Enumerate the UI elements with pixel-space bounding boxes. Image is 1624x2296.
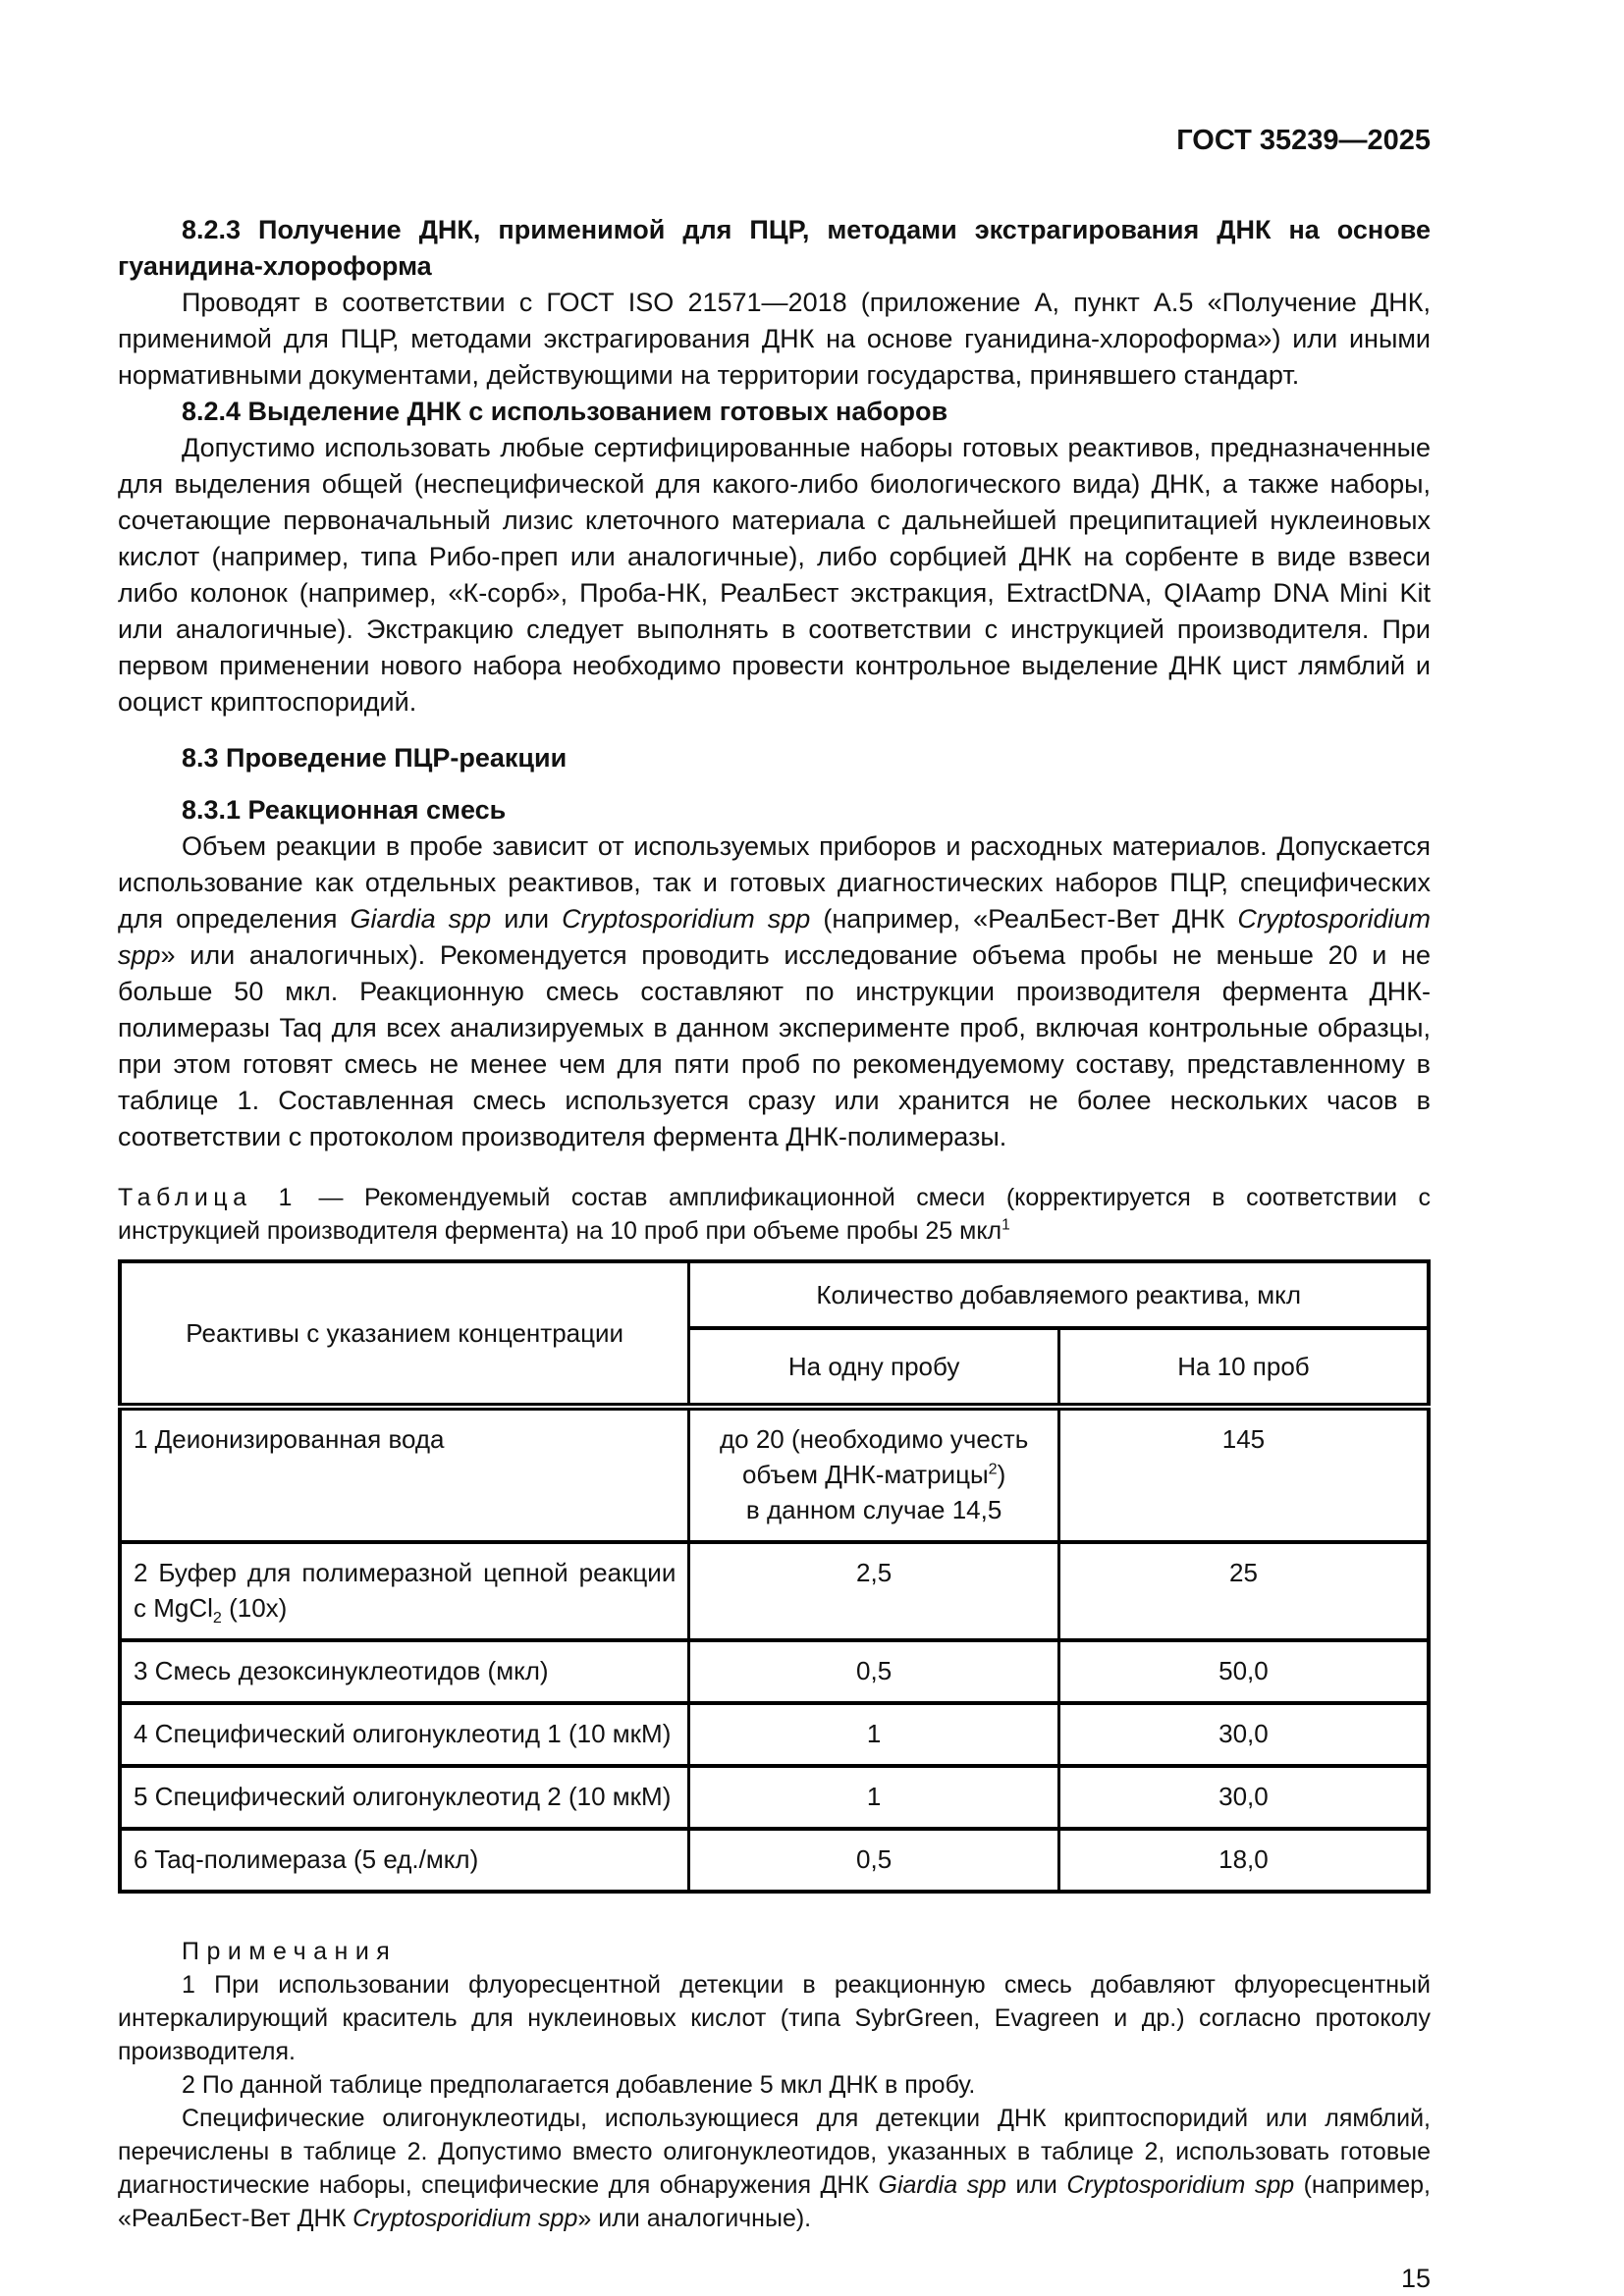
paragraph-8-2-3: Проводят в соответствии с ГОСТ ISO 21571—2018 (приложение А, пункт А.5 «Получение ДНК, применимой для ПЦР, методами экстрагирования ДНК на основе гуанидина-хлороформа») или иными нормативными документами, действующими на территории государства, принявшего стандарт.	[118, 288, 1431, 390]
table-row	[120, 1542, 1429, 1640]
cell-per-10: 50,0	[1058, 1640, 1429, 1703]
header-cell-per-sample: На одну пробу	[689, 1328, 1059, 1407]
cell-per-10: 25	[1058, 1542, 1429, 1640]
cell-reagent-name: 4 Специфический олигонуклеотид 1 (10 мкМ)	[120, 1703, 689, 1766]
cell-per-sample: 0,5	[689, 1640, 1059, 1703]
cell-per-sample: 1	[689, 1703, 1059, 1766]
cell-per-sample: 1	[689, 1766, 1059, 1829]
header-cell-reagents: Реактивы с указанием концентрации	[120, 1261, 689, 1407]
paragraph-oligonucleotides: Специфические олигонуклеотиды, использующиеся для детекции ДНК криптоспоридий или лямблий, перечислены в таблице 2. Допустимо вместо олигонуклеотидов, указанных в таблице 2, использовать готовые диагностические наборы, специфические для обнаружения ДНК Giardia spp или Cryptosporidium spp (например, «РеалБест-Вет ДНК Cryptosporidium spp» или аналогичные).	[118, 2105, 1431, 2232]
cell-reagent-name: 3 Смесь дезоксинуклеотидов (мкл)	[120, 1640, 689, 1703]
note-1: 1 При использовании флуоресцентной детекции в реакционную смесь добавляют флуоресцентный интеркалирующий краситель для нуклеиновых кислот (типа SybrGreen, Evagreen и др.) согласно протоколу производителя.	[118, 1971, 1431, 2065]
cell-per-10: 30,0	[1058, 1703, 1429, 1766]
header-cell-amount: Количество добавляемого реактива, мкл	[689, 1261, 1429, 1328]
cell-reagent-name: 6 Taq-полимераза (5 ед./мкл)	[120, 1829, 689, 1892]
table-1-body	[120, 1407, 1429, 1892]
cell-reagent-name: 2 Буфер для полимеразной цепной реакции с MgCl$_2$ (10x)	[120, 1542, 689, 1640]
table-1-caption	[118, 1181, 1431, 1248]
cell-reagent-name: 1 Деионизированная вода	[120, 1407, 689, 1542]
table-caption-label: Таблица 1	[118, 1184, 298, 1211]
table-1	[118, 1259, 1431, 1894]
cell-per-10: 18,0	[1058, 1829, 1429, 1892]
cell-per-sample: 0,5	[689, 1829, 1059, 1892]
table-1-header	[120, 1261, 1429, 1407]
table-header-row-1	[120, 1261, 1429, 1328]
paragraph-8-2-4: Допустимо использовать любые сертифицированные наборы готовых реактивов, предназначенные для выделения общей (неспецифической для какого-либо биологического вида) ДНК, а также наборы, сочетающие первоначальный лизис клеточного материала с дальнейшей преципитацией нуклеиновых кислот (например, типа Рибо-преп или аналогичные), либо сорбцией ДНК на сорбенте в виде взвеси либо колонок (например, «К-сорб», Проба-НК, РеалБест экстракция, ExtractDNA, QIAamp DNA Mini Kit или аналогичные). Экстракцию следует выполнять в соответствии с инструкцией производителя. При первом применении нового набора необходимо провести контрольное выделение ДНК цист лямблий и ооцист криптоспоридий.	[118, 433, 1431, 717]
cell-per-10: 145	[1058, 1407, 1429, 1542]
header-cell-per-10: На 10 проб	[1058, 1328, 1429, 1407]
heading-8-2-3: 8.2.3 Получение ДНК, применимой для ПЦР, методами экстрагирования ДНК на основе гуанидина-хлороформа	[118, 215, 1431, 281]
table-row	[120, 1703, 1429, 1766]
heading-8-3-1: 8.3.1 Реакционная смесь	[182, 795, 507, 825]
paragraph-8-3-1: Объем реакции в пробе зависит от используемых приборов и расходных материалов. Допускается использование как отдельных реактивов, так и готовых диагностических наборов ПЦР, специфических для определения Giardia spp или Cryptosporidium spp (например, «РеалБест-Вет ДНК Cryptosporidium spp» или аналогичных). Рекомендуется проводить исследование объема пробы не меньше 20 и не больше 50 мкл. Реакционную смесь составляют по инструкции производителя фермента ДНК-полимеразы Taq для всех анализируемых в данном эксперименте проб, включая контрольные образцы, при этом готовят смесь не менее чем для пяти проб по рекомендуемому составу, представленному в таблице 1. Составленная смесь используется сразу или хранится не более нескольких часов в соответствии с протоколом производителя фермента ДНК-полимеразы.	[118, 831, 1431, 1151]
heading-8-3: 8.3 Проведение ПЦР-реакции	[182, 743, 568, 773]
page-number: 15	[1400, 2264, 1431, 2293]
notes-block	[118, 1935, 1431, 2235]
heading-8-2-4: 8.2.4 Выделение ДНК с использованием готовых наборов	[182, 397, 948, 426]
table-row	[120, 1766, 1429, 1829]
table-row	[120, 1407, 1429, 1542]
note-2: 2 По данной таблице предполагается добавление 5 мкл ДНК в пробу.	[182, 2071, 976, 2099]
notes-label: Примечания	[182, 1938, 398, 1965]
table-caption-text: — Рекомендуемый состав амплификационной смеси (корректируется в соответствии с инструкцией производителя фермента) на 10 проб при объеме пробы 25 мкл$^1$	[118, 1184, 1432, 1245]
table-row	[120, 1640, 1429, 1703]
cell-per-10: 30,0	[1058, 1766, 1429, 1829]
doc-number-header: ГОСТ 35239—2025	[1176, 125, 1431, 156]
table-row	[120, 1829, 1429, 1892]
cell-per-sample: 2,5	[689, 1542, 1059, 1640]
cell-per-sample: до 20 (необходимо учесть объем ДНК-матрицы$^2$) в данном случае 14,5	[689, 1407, 1059, 1542]
cell-reagent-name: 5 Специфический олигонуклеотид 2 (10 мкМ)	[120, 1766, 689, 1829]
